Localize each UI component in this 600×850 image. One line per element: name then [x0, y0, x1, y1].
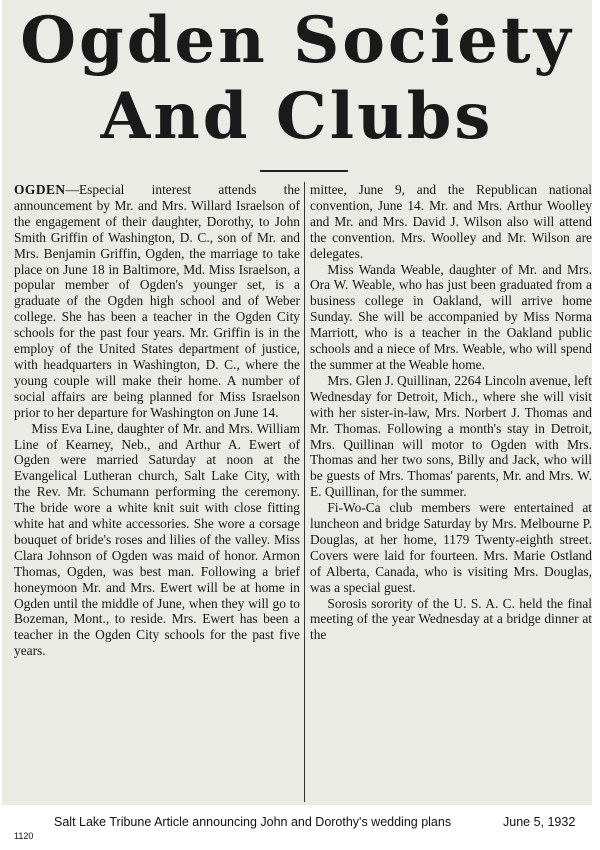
paragraph-text: —Especial interest attends the announcement by Mr. and Mrs. Willard Israelson of the engagement of their daughter, Dorothy, to John Smith Griffin of Washington, D. C., son of Mr. and Mrs. Benjamin Griffin, Ogden, the marriage to take place on June 18 in Baltimore, Md. Miss Israelson, a popular member of Ogden's younger set, is a graduate of the Ogden high school and of Weber college. She has been a teacher in the Ogden City schools for the past four years. Mr. Griffin is in the employ of the United States department of justice, with headquarters in Washington, D. C., where the young couple will make their home. A number of social affairs are being planned for Miss Israelson prior to her departure for Washington on June 14.: [14, 182, 300, 420]
headline-line-1: Ogden Society: [20, 3, 574, 78]
article-paragraph: Miss Eva Line, daughter of Mr. and Mrs. William Line of Kearney, Neb., and Arthur A. Ewert of Ogden were married Saturday at noon at the Evangelical Lutheran church, Salt Lake City, with the Rev. Mr. Schumann performing the ceremony. The bride wore a white knit suit with close fitting white hat and white accessories. She wore a corsage bouquet of bride's roses and lilies of the valley. Miss Clara Johnson of Ogden was maid of honor. Armon Thomas, Ogden, was best man. Following a brief honeymoon Mr. and Mrs. Ewert will be at home in Ogden until the middle of June, when they will go to Bozeman, Mont., to reside. Mrs. Ewert has been a teacher in the Ogden City schools for the past five years.: [14, 420, 300, 659]
article-paragraph: [14, 182, 300, 421]
caption-date: June 5, 1932: [503, 815, 576, 829]
article-paragraph: Fi-Wo-Ca club members were entertained at luncheon and bridge Saturday by Mrs. Melbourne P. Douglas, at her home, 1179 Twenty-eighth street. Covers were laid for fourteen. Mrs. Marie Ostland of Alberta, Canada, who is visiting Mrs. Douglas, was a special guest.: [310, 500, 592, 595]
headline-rule: [260, 170, 348, 172]
page-number: 1120: [14, 831, 34, 841]
headline-line-2: And Clubs: [100, 79, 494, 154]
article-paragraph: Sorosis sorority of the U. S. A. C. held the final meeting of the year Wednesday at a bridge dinner at the: [310, 595, 592, 643]
column-divider: [304, 182, 305, 802]
caption-text: Salt Lake Tribune Article announcing John and Dorothy's wedding plans: [54, 815, 452, 829]
newspaper-clipping: [2, 0, 592, 805]
article-paragraph: Miss Wanda Weable, daughter of Mr. and Mrs. Ora W. Weable, who has just been graduated from a business college in Oakland, will arrive home Sunday. She will be accompanied by Miss Norma Marriott, who is a teacher in the Oakland public schools and a niece of Mrs. Weable, who will spend the summer at the Weable home.: [310, 261, 592, 372]
left-column: [14, 182, 300, 659]
article-paragraph: Mrs. Glen J. Quillinan, 2264 Lincoln avenue, left Wednesday for Detroit, Mich., where she will visit with her sister-in-law, Mrs. Norbert J. Thomas and Mr. Thomas. Following a month's stay in Detroit, Mrs. Quillinan will motor to Ogden with Mrs. Thomas and her two sons, Billy and Jack, who will be guests of Mrs. Thomas' parents, Mr. and Mrs. W. E. Quillinan, for the summer.: [310, 372, 592, 500]
article-paragraph: mittee, June 9, and the Republican national convention, June 14. Mr. and Mrs. Arthur Woolley and Mr. and Mrs. David J. Wilson also will attend the convention. Mrs. Woolley and Mr. Wilson are delegates.: [310, 182, 592, 261]
dateline: OGDEN: [14, 182, 66, 197]
right-column: [310, 182, 592, 643]
